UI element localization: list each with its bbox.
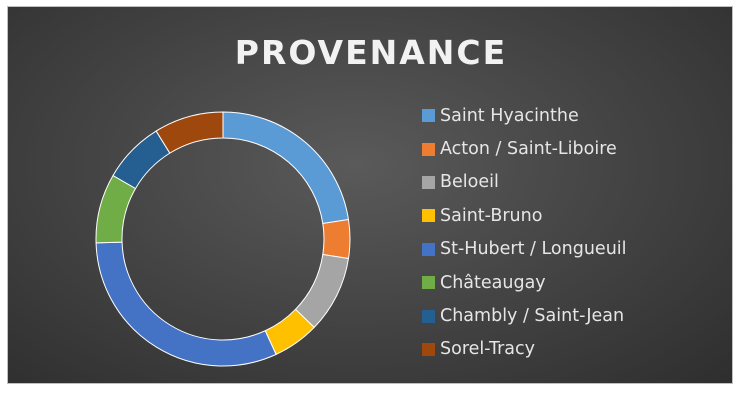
donut-slice-2 (323, 220, 350, 259)
legend-swatch (422, 109, 435, 122)
legend-swatch (422, 143, 435, 156)
legend-swatch (422, 276, 435, 289)
legend-item (422, 99, 627, 132)
legend-label: Beloeil (440, 172, 499, 193)
legend-label: St-Hubert / Longueuil (440, 239, 627, 260)
legend-item (422, 166, 627, 199)
legend-item (422, 299, 627, 332)
legend-item (422, 266, 627, 299)
donut-slice-1 (223, 112, 348, 224)
legend-item (422, 333, 627, 366)
legend-label: Châteaugay (440, 272, 546, 293)
chart-area (7, 6, 733, 384)
donut-slice-5 (96, 242, 276, 366)
legend-label: Acton / Saint-Liboire (440, 139, 617, 160)
donut-slice-8 (156, 112, 223, 153)
legend-label: Saint-Bruno (440, 205, 543, 226)
legend-label: Chambly / Saint-Jean (440, 306, 625, 327)
legend-item (422, 233, 627, 266)
chart-legend (422, 99, 627, 366)
legend-item (422, 199, 627, 232)
legend-label: Saint Hyacinthe (440, 105, 579, 126)
legend-swatch (422, 243, 435, 256)
legend-item (422, 132, 627, 165)
legend-label: Sorel-Tracy (440, 339, 535, 360)
chart-title: PROVENANCE (234, 33, 508, 72)
legend-swatch (422, 343, 435, 356)
legend-swatch (422, 310, 435, 323)
legend-swatch (422, 209, 435, 222)
legend-swatch (422, 176, 435, 189)
